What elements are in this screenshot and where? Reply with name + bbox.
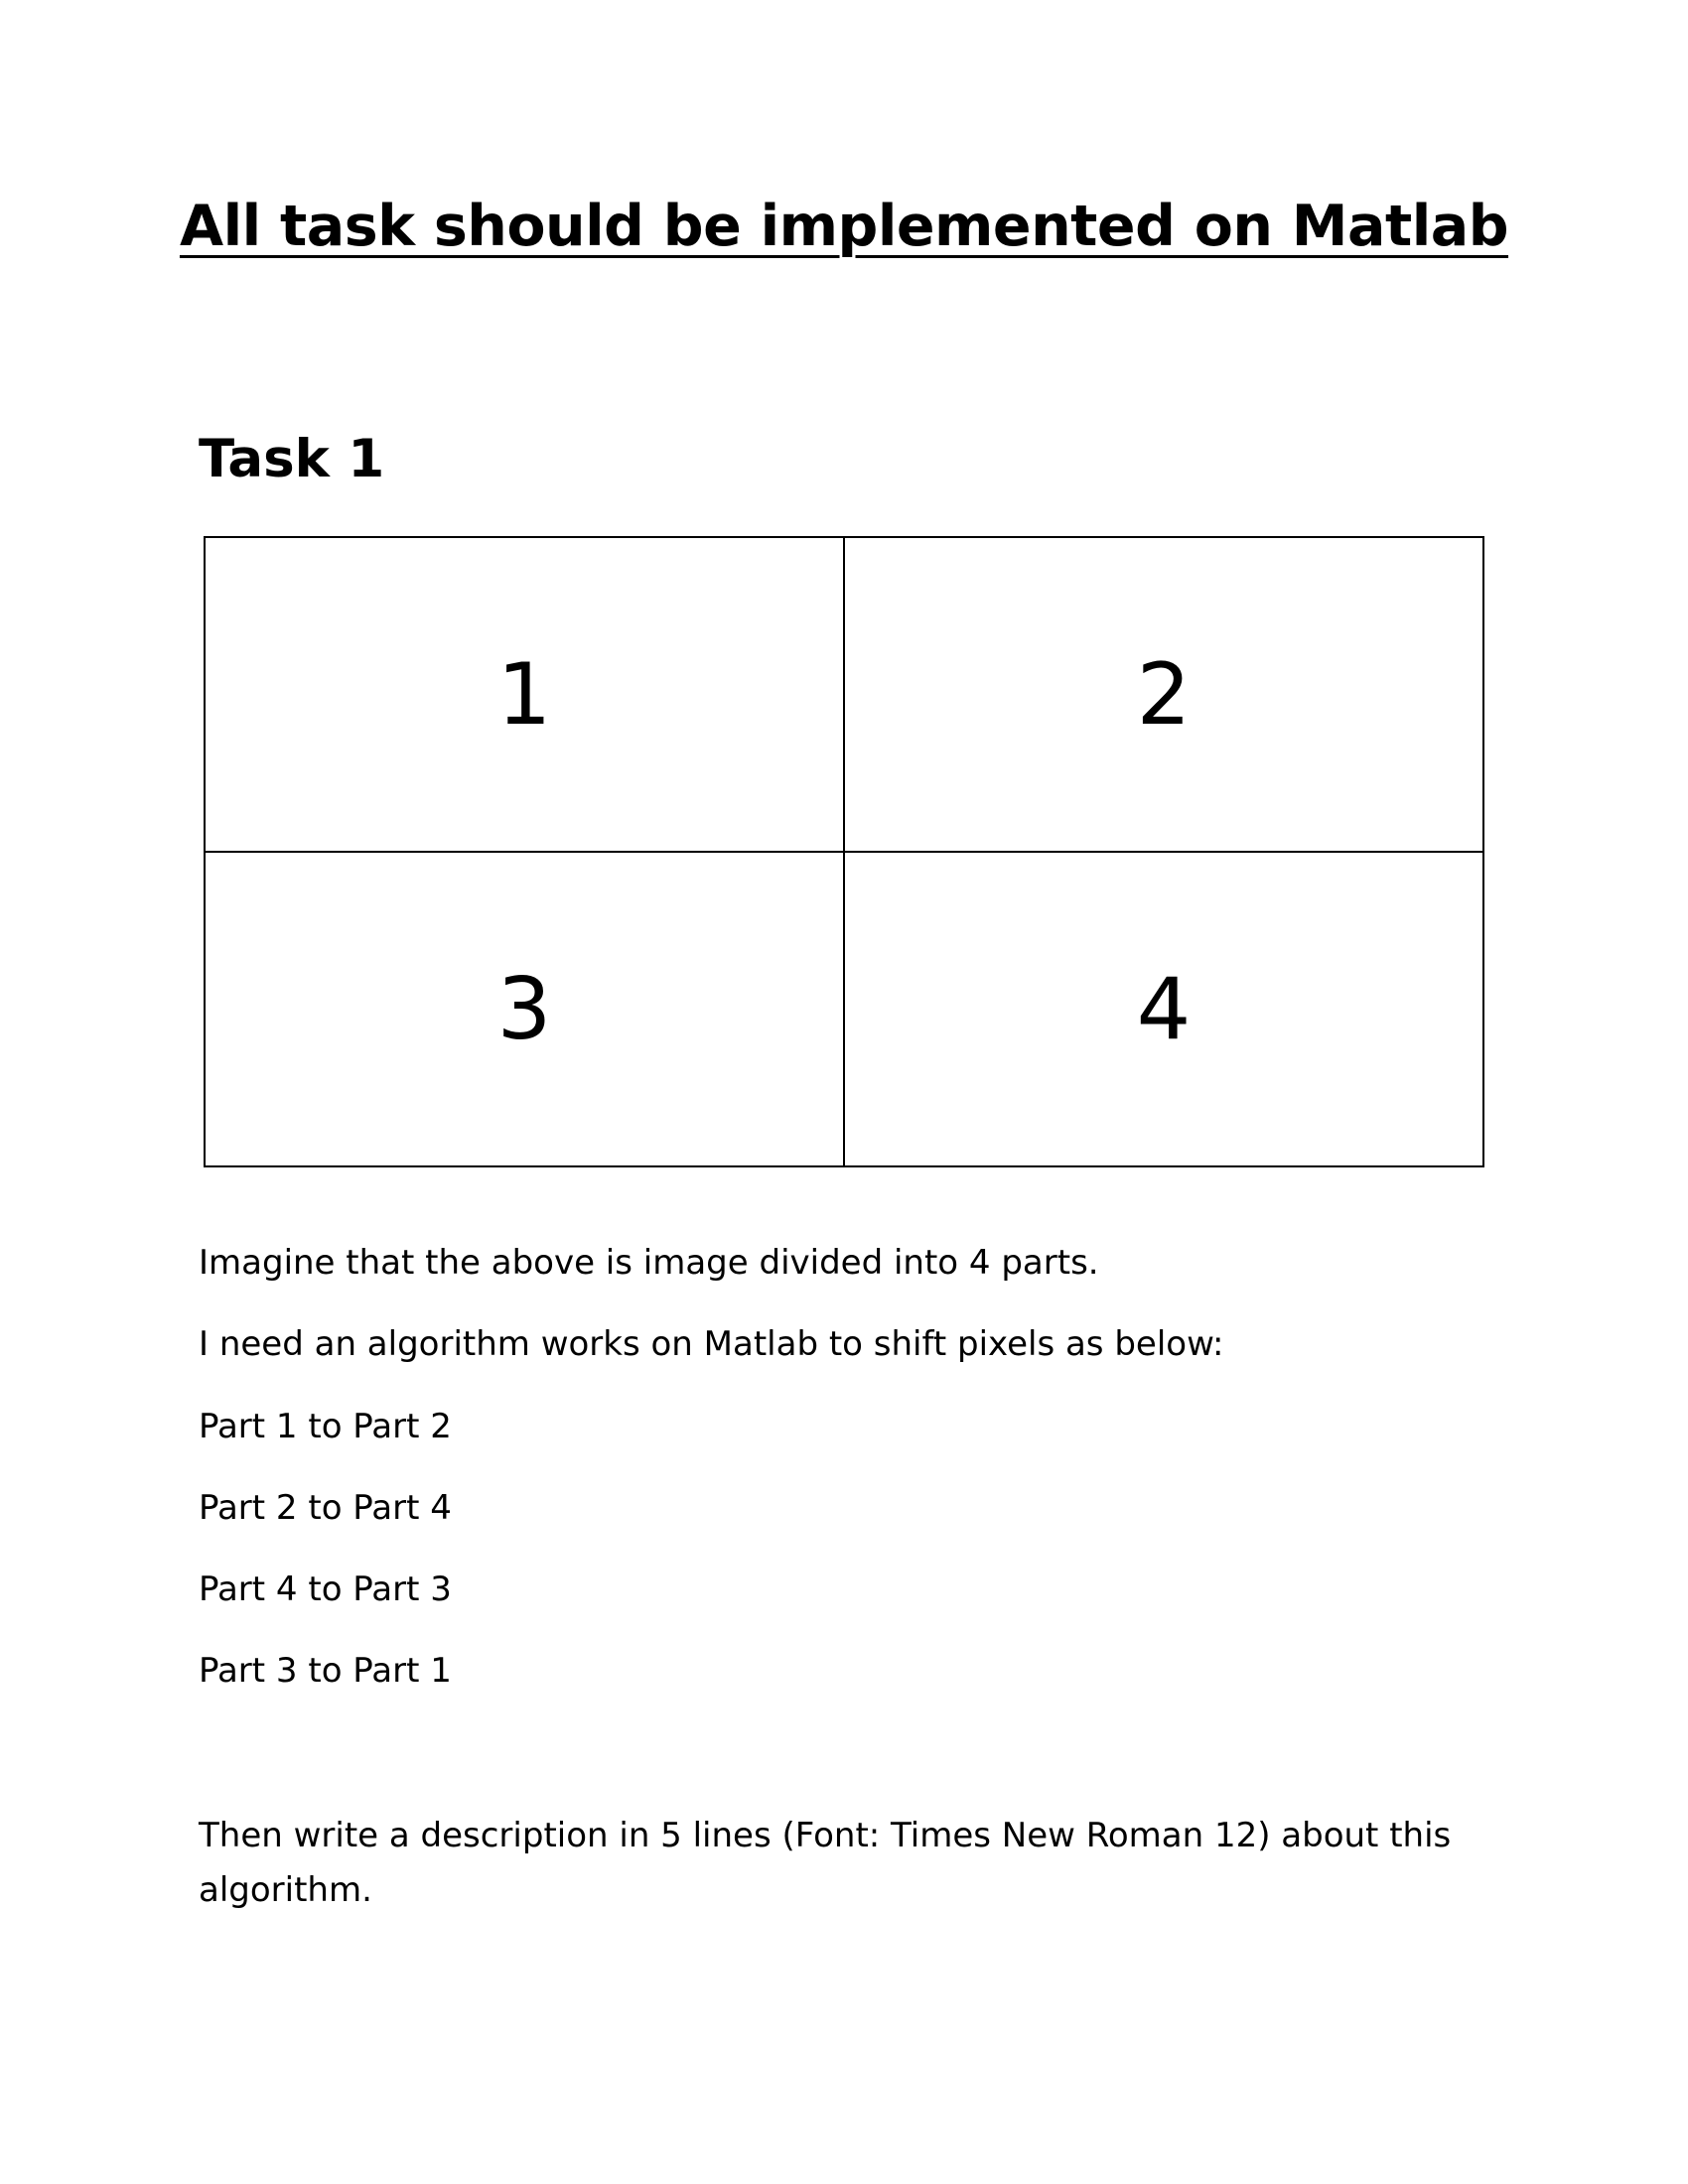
intro-paragraph: Imagine that the above is image divided into 4 parts. bbox=[199, 1243, 1099, 1283]
grid-cell-part-1: 1 bbox=[205, 537, 844, 852]
grid-cell-part-2: 2 bbox=[844, 537, 1483, 852]
request-paragraph: I need an algorithm works on Matlab to shift pixels as below: bbox=[199, 1324, 1224, 1364]
grid-cell-part-3: 3 bbox=[205, 852, 844, 1166]
task-heading: Task 1 bbox=[199, 429, 385, 489]
parts-grid bbox=[204, 536, 1484, 1167]
shift-rule: Part 3 to Part 1 bbox=[199, 1651, 452, 1691]
grid-row-bottom bbox=[205, 852, 1483, 1166]
shift-rule: Part 2 to Part 4 bbox=[199, 1488, 452, 1528]
description-instruction: Then write a description in 5 lines (Font: Times New Roman 12) about this algorithm. bbox=[199, 1816, 1452, 1910]
page-title: All task should be implemented on Matlab bbox=[179, 194, 1509, 259]
grid-cell-part-4: 4 bbox=[844, 852, 1483, 1166]
grid-row-top bbox=[205, 537, 1483, 852]
shift-rule: Part 1 to Part 2 bbox=[199, 1407, 452, 1446]
shift-rule: Part 4 to Part 3 bbox=[199, 1570, 452, 1609]
